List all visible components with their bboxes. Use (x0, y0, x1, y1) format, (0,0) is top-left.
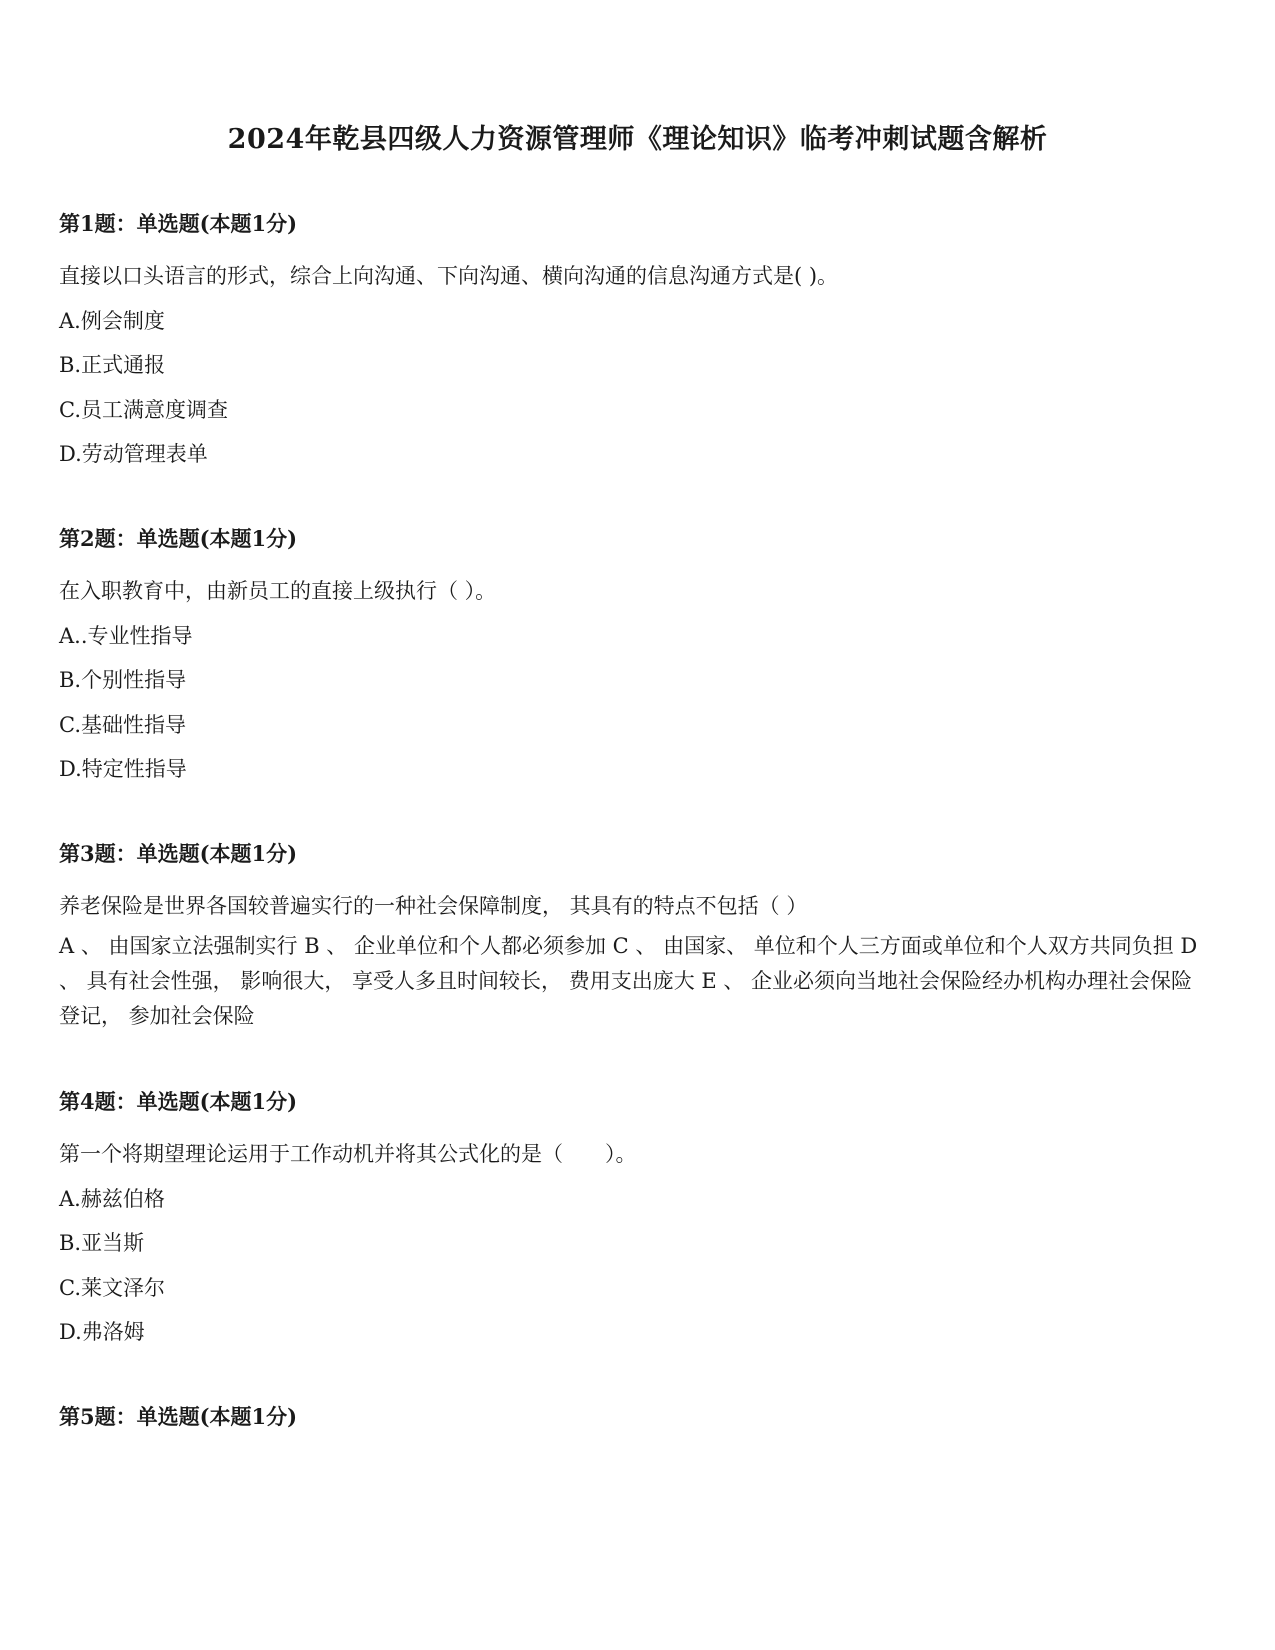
question-3-options: A 、 由国家立法强制实行 B 、 企业单位和个人都必须参加 C 、 由国家、 单位和个人三方面或单位和个人双方共同负担 D 、 具有社会性强， 影响很大， 享受人多且时间较长， 费用支出庞大 E 、 企业必须向当地社会保险经办机构办理社会保险登记， 参加社会保险 (59, 934, 1198, 1028)
question-4-option-b: B.亚当斯 (59, 1231, 145, 1255)
question-2-option-b: B.个别性指导 (59, 668, 187, 692)
question-1-option-d: D.劳动管理表单 (59, 442, 208, 466)
question-1-option-a: A.例会制度 (59, 309, 165, 333)
document-title: 2024年乾县四级人力资源管理师《理论知识》临考冲刺试题含解析 (227, 124, 1048, 155)
question-4-option-c: C.莱文泽尔 (59, 1276, 165, 1300)
question-4-option-d: D.弗洛姆 (59, 1320, 145, 1344)
question-2-stem: 在入职教育中，由新员工的直接上级执行（ ）。 (59, 579, 497, 603)
question-3-header: 第3题：单选题(本题1分) (59, 841, 298, 866)
question-1-stem: 直接以口头语言的形式，综合上向沟通、下向沟通、横向沟通的信息沟通方式是( )。 (59, 264, 839, 288)
question-2-header: 第2题：单选题(本题1分) (59, 526, 298, 551)
question-2-option-d: D.特定性指导 (59, 757, 187, 781)
question-2-option-a: A..专业性指导 (59, 624, 193, 648)
question-1-option-b: B.正式通报 (59, 353, 166, 377)
question-4-stem: 第一个将期望理论运用于工作动机并将其公式化的是（ ）。 (59, 1142, 637, 1166)
question-4-header: 第4题：单选题(本题1分) (59, 1089, 298, 1114)
question-4-option-a: A.赫兹伯格 (59, 1187, 165, 1211)
question-3-stem: 养老保险是世界各国较普遍实行的一种社会保障制度， 其具有的特点不包括（ ） (59, 894, 808, 918)
question-2-option-c: C.基础性指导 (59, 713, 186, 737)
question-1-option-c: C.员工满意度调查 (59, 398, 228, 422)
question-1-header: 第1题：单选题(本题1分) (59, 211, 298, 236)
question-5-header: 第5题：单选题(本题1分) (59, 1404, 298, 1429)
